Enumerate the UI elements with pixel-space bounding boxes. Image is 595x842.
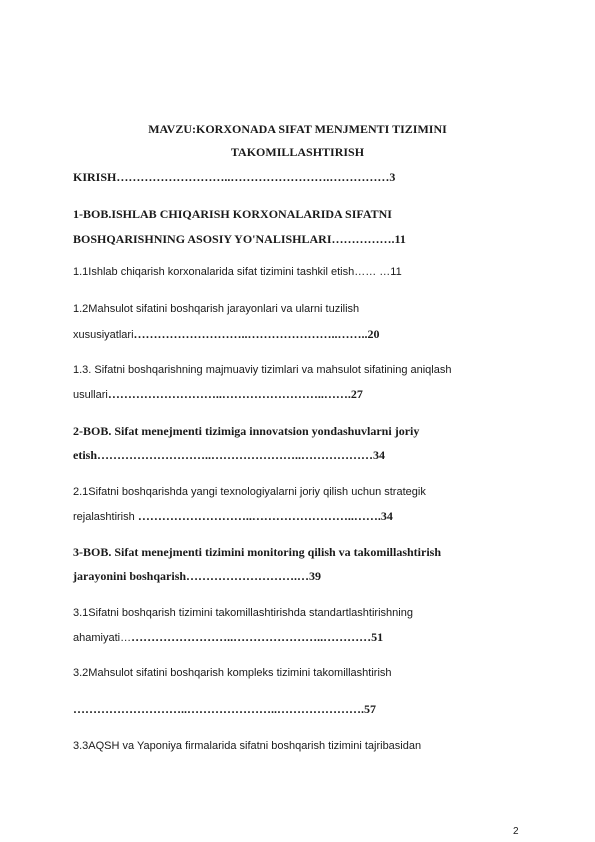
toc-section-1-3-line1: 1.3. Sifatni boshqarishning majmuaviy tizimlari va mahsulot sifatining aniqlash [73,364,452,376]
toc-section-1-3-line2 [73,387,363,402]
toc-section-1-3-text: usullari [73,389,108,401]
toc-section-3-2-line2: ………………………..…………………..………………….57 [73,702,376,716]
toc-section-2-1-line2 [73,509,393,524]
toc-section-2-1-line1: 2.1Sifatni boshqarishda yangi texnologiyalarni joriy qilish uchun strategik [73,486,426,498]
toc-section-3-1-text: ahamiyati… [73,632,132,644]
toc-section-3-2-line1: 3.2Mahsulot sifatini boshqarish kompleks tizimini takomillashtirish [73,667,392,679]
toc-section-3-1-line2 [73,630,383,645]
toc-section-3-1-leader: ……………………..…………………..…………51 [131,630,384,644]
toc-bob1-line1: 1-BOB.ISHLAB CHIQARISH KORXONALARIDA SIFATNI [73,207,392,221]
toc-section-3-1-line1: 3.1Sifatni boshqarish tizimini takomillashtirishda standartlashtirishning [73,607,413,619]
toc-section-1-2-line2 [73,327,380,342]
toc-kirish: KIRISH………………………..…………………….……………3 [73,170,396,184]
page-number: 2 [513,826,519,837]
toc-section-2-1-text: rejalashtirish [73,511,138,523]
toc-bob3-line2: jarayonini boshqarish……………………….…39 [73,569,322,583]
toc-bob3-line1: 3-BOB. Sifat menejmenti tizimini monitoring qilish va takomillashtirish [73,545,442,559]
toc-bob1-line2: BOSHQARISHNING ASOSIY YO'NALISHLARI…………….11 [73,232,406,246]
title-line-1: MAVZU:KORXONADA SIFAT MENJMENTI TIZIMINI [148,122,447,136]
toc-section-3-3-line1: 3.3AQSH va Yaponiya firmalarida sifatni boshqarish tizimini tajribasidan [73,740,422,752]
toc-bob2-line2: etish………………………..…………………..………………34 [73,448,385,462]
toc-section-1-3-leader: ………………………..……………………..…….27 [107,387,363,401]
title-line-2: TAKOMILLASHTIRISH [230,145,365,159]
toc-section-2-1-leader: ………………………..……………………..…….34 [137,509,393,523]
toc-bob2-line1: 2-BOB. Sifat menejmenti tizimiga innovatsion yondashuvlarni joriy [73,424,420,438]
toc-section-1-2-leader: ………………………..…………………..……..20 [133,327,380,341]
toc-section-1-1: 1.1Ishlab chiqarish korxonalarida sifat tizimini tashkil etish…… …11 [73,266,402,278]
toc-section-1-2-text: xususiyatlari [73,329,134,341]
toc-section-1-2-line1: 1.2Mahsulot sifatini boshqarish jarayonlari va ularni tuzilish [73,303,360,315]
